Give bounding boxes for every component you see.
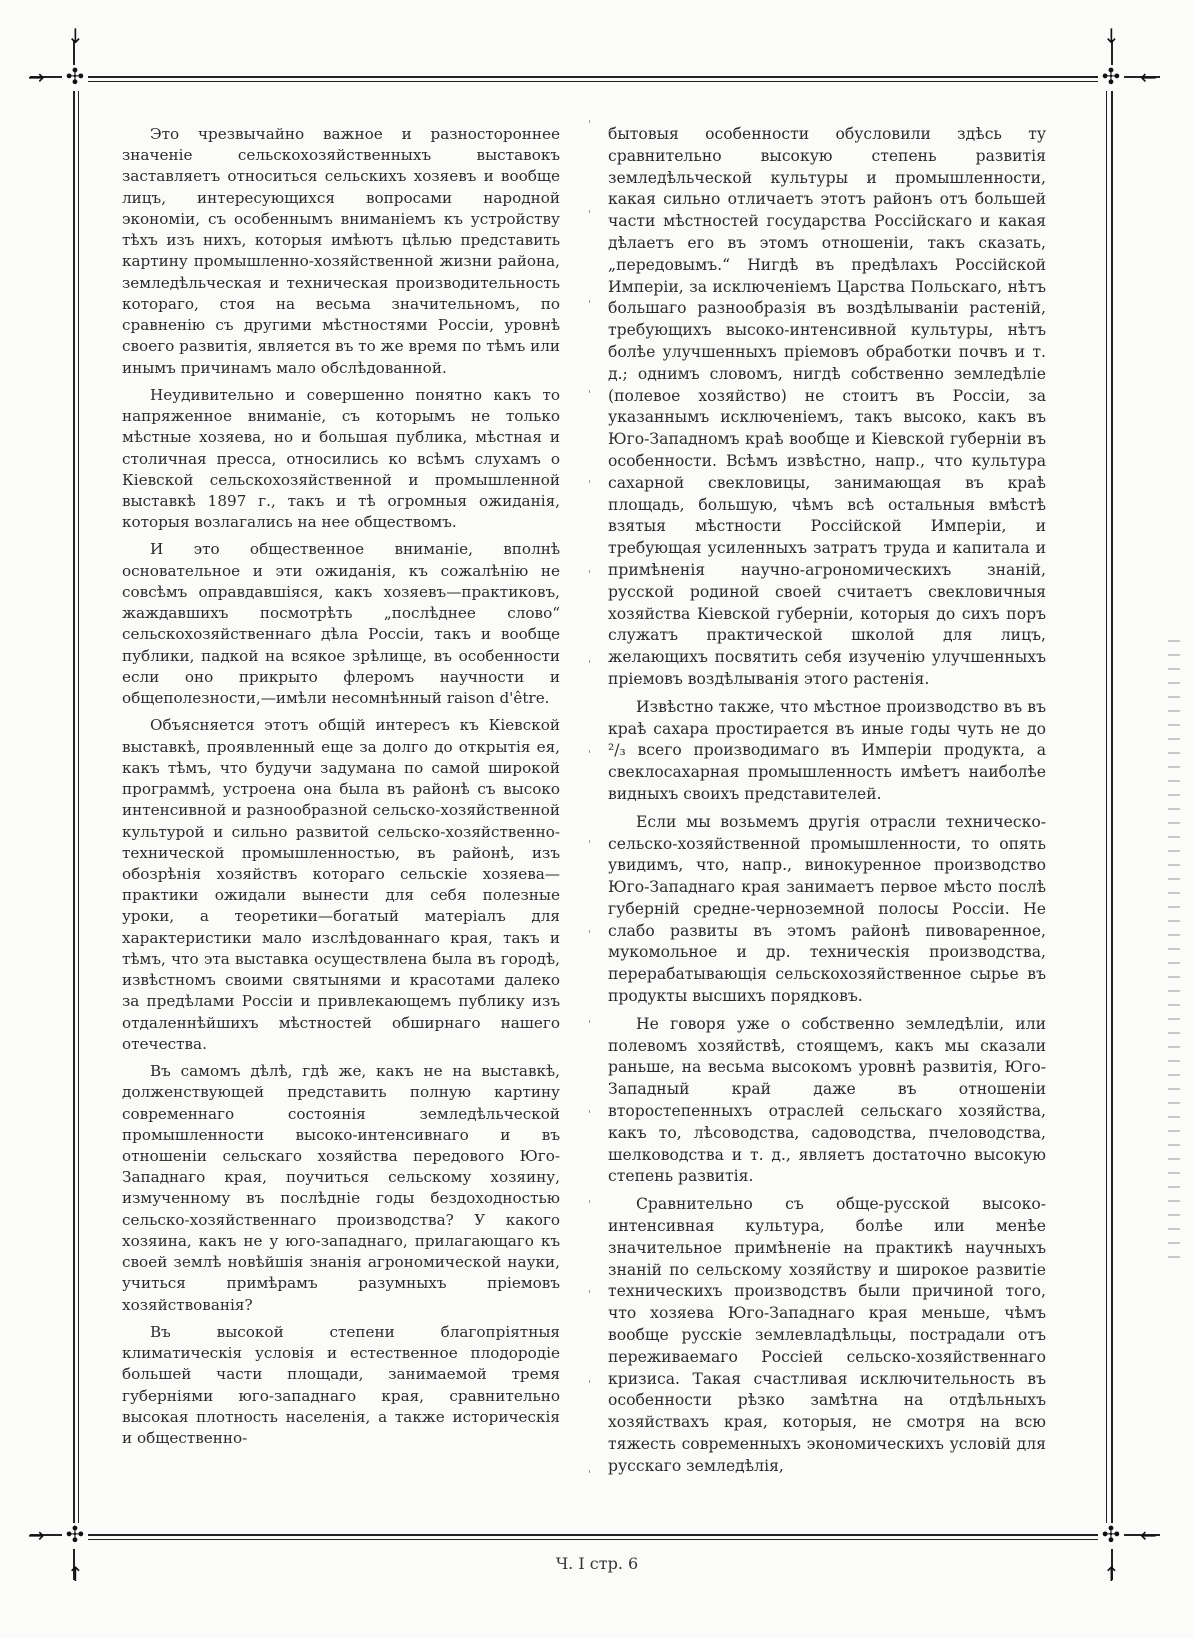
paragraph: Въ самомъ дѣлѣ, гдѣ же, какъ не на выставкѣ, долженствующей представить полную картину современнаго состоянія земледѣльческой промышленности высоко-интенсивнаго и въ отношеніи сельскаго хозяйства передового Юго-Западнаго края, поучиться сельскому хозяину, измученному въ послѣдніе годы бездоходностью сельско-хозяйственнаго производства? У какого хозяина, какъ не у юго-западнаго, прилагающаго къ своей землѣ новѣйшія знанія агрономической науки, учиться примѣрамъ разумныхъ пріемовъ хозяйствованія? [122,1062,560,1314]
left-column [122,124,560,1455]
corner-ornament-icon: ✣ [62,1523,88,1549]
scan-margin-marks [1168,640,1180,1260]
column-divider [589,120,590,1510]
paragraph: Объясняется этотъ общій интересъ къ Кіевской выставкѣ, проявленный еще за долго до открытія ея, какъ тѣмъ, что будучи задумана по самой широкой программѣ, устроена она была въ районѣ съ высоко интенсивной и разнообразной сельско-хозяйственной культурой и сильно развитой сельско-хозяйственно-технической промышленностью, въ районѣ, изъ обозрѣнія хозяйствъ котораго сельскіе хозяева—практики ожидали вынести для себя полезные уроки, а теоретики—богатый матеріалъ для характеристики мало изслѣдованнаго края, такъ и тѣмъ, что эта выставка осуществлена была въ городѣ, извѣстномъ своими святынями и красотами далеко за предѣлами Россіи и привлекающемъ публику изъ отдаленнѣйшихъ мѣстностей обширнаго нашего отечества. [122,716,560,1053]
arrow-up-icon: ↑ [67,1562,84,1586]
frame-left-inner-rule [78,70,79,1540]
frame-bottom-inner-rule [70,1539,1120,1540]
paragraph: Извѣстно также, что мѣстное производство въ въ краѣ сахара простирается въ иные годы чуть не до ²/₃ всего производимаго въ Имперіи продукта, а свеклосахарная промышленность имѣетъ наиболѣе видныхъ своихъ представителей. [608,697,1046,803]
corner-ornament-icon: ✣ [1098,65,1124,91]
frame-right-inner-rule [1106,70,1107,1540]
frame-top-rule [30,76,1160,78]
paragraph: Въ высокой степени благопріятныя климатическія условія и естественное плодородіе большей части площади, занимаемой тремя губерніями юго-западнаго края, сравнительно высокая плотность населенія, а также историческія и общественно- [122,1322,560,1448]
corner-ornament-icon: ✣ [62,65,88,91]
corner-ornament-icon: ✣ [1098,1523,1124,1549]
arrow-up-icon: ↑ [1103,1562,1120,1586]
page-number: Ч. I стр. 6 [555,1554,639,1573]
paragraph: Это чрезвычайно важное и разностороннее значеніе сельскохозяйственныхъ выставокъ заставляетъ относиться сельскихъ хозяевъ и вообще лицъ, интересующихся вопросами народной экономіи, съ особеннымъ вниманіемъ къ устройству тѣхъ изъ нихъ, которыя имѣютъ цѣлью представить картину промышленно-хозяйственной жизни района, земледѣльческая и техническая производительность котораго, стоя на весьма значительномъ, по сравненію съ другими мѣстностями Россіи, уровнѣ своего развитія, является въ то же время по тѣмъ или инымъ причинамъ мало обслѣдованной. [122,125,560,377]
paragraph: Если мы возьмемъ другія отрасли техническо-сельско-хозяйственной промышленности, то опять увидимъ, что, напр., винокуренное производство Юго-Западнаго края занимаетъ первое мѣсто послѣ губерній средне-черноземной полосы Россіи. Не слабо развиты въ этомъ районѣ пивоваренное, мукомольное и др. техническія производства, перерабатывающія сельскохозяйственное сырье въ продукты высшихъ порядковъ. [608,812,1046,1006]
arrow-left-icon: ← [1140,1523,1157,1547]
paragraph: Не говоря уже о собственно земледѣліи, или полевомъ хозяйствѣ, стоящемъ, какъ мы сказали раньше, на весьма высокомъ уровнѣ развитія, Юго-Западный край даже въ отношеніи второстепенныхъ отраслей сельскаго хозяйства, какъ то, лѣсоводства, садоводства, пчеловодства, шелководства и т. д., являетъ достаточно высокую степень развитія. [608,1014,1046,1186]
frame-bottom-rule [30,1534,1160,1536]
arrow-down-icon: ↓ [1103,24,1120,48]
arrow-right-icon: → [28,1523,45,1547]
frame-left-rule [73,40,75,1580]
paragraph: Неудивительно и совершенно понятно какъ то напряженное вниманіе, съ которымъ не только мѣстные хозяева, но и большая публика, мѣстная и столичная пресса, относились ко всѣмъ слухамъ о Кіевской сельскохозяйственной и промышленной выставкѣ 1897 г., такъ и тѣ огромныя ожиданія, которыя возлагались на нее обществомъ. [122,385,560,532]
arrow-left-icon: ← [1140,65,1157,89]
frame-top-inner-rule [70,81,1120,82]
paragraph: бытовыя особенности обусловили здѣсь ту сравнительно высокую степень развитія земледѣльческой культуры и промышленности, какая сильно отличаетъ этотъ районъ отъ большей части мѣстностей государства Россійскаго и какая дѣлаетъ его въ этомъ отношеніи, такъ сказать, „передовымъ.“ Нигдѣ въ предѣлахъ Россійской Имперіи, за исключеніемъ Царства Польскаго, нѣтъ большаго разнообразія въ воздѣлываніи растеній, требующихъ высоко-интенсивной культуры, нѣтъ болѣе улучшенныхъ пріемовъ обработки почвъ и т. д.; однимъ словомъ, нигдѣ собственно земледѣліе (полевое хозяйство) не стоитъ въ Россіи, за указаннымъ исключеніемъ, такъ высоко, какъ въ Юго-Западномъ краѣ вообще и Кіевской губерніи въ особенности. Всѣмъ извѣстно, напр., что культура сахарной свекловицы, занимающая въ краѣ площадь, большую, чѣмъ всѣ остальныя вмѣстѣ взятыя мѣстности Россійской Имперіи, и требующая усиленныхъ затратъ труда и капитала и примѣненія научно-агрономическихъ знаній, русской родиной своей считаетъ свекловичныя хозяйства Кіевской губерніи, которыя до сихъ поръ служатъ практической школой для лицъ, желающихъ посвятить себя изученію улучшенныхъ пріемовъ воздѣлыванія этого растенія. [608,125,1046,688]
right-column [608,124,1046,1484]
arrow-down-icon: ↓ [67,24,84,48]
paragraph: Сравнительно съ обще-русской высоко-интенсивная культура, болѣе или менѣе значительное примѣненіе на практикѣ научныхъ знаній по сельскому хозяйству и широкое развитіе техническихъ производствъ были причиной того, что хозяева Юго-Западнаго края меньше, чѣмъ вообще русскіе землевладѣльцы, пострадали отъ переживаемаго Россіей сельско-хозяйственнаго кризиса. Такая счастливая исключительность въ особенности рѣзко замѣтна на отдѣльныхъ хозяйствахъ края, которыя, не смотря на всю тяжесть современныхъ экономическихъ условій для русскаго земледѣлія, [608,1195,1046,1475]
frame-right-rule [1111,40,1113,1580]
arrow-right-icon: → [28,65,45,89]
paragraph: И это общественное вниманіе, вполнѣ основательное и эти ожиданія, къ сожалѣнію не совсѣмъ оправдавшіяся, какъ хозяевъ—практиковъ, жаждавшихъ посмотрѣть „послѣднее слово“ сельскохозяйственнаго дѣла Россіи, такъ и вообще публики, падкой на всякое зрѣлище, въ особенности если оно прикрыто флеромъ научности и общеполезности,—имѣли несомнѣнный raison d'être. [122,540,560,708]
